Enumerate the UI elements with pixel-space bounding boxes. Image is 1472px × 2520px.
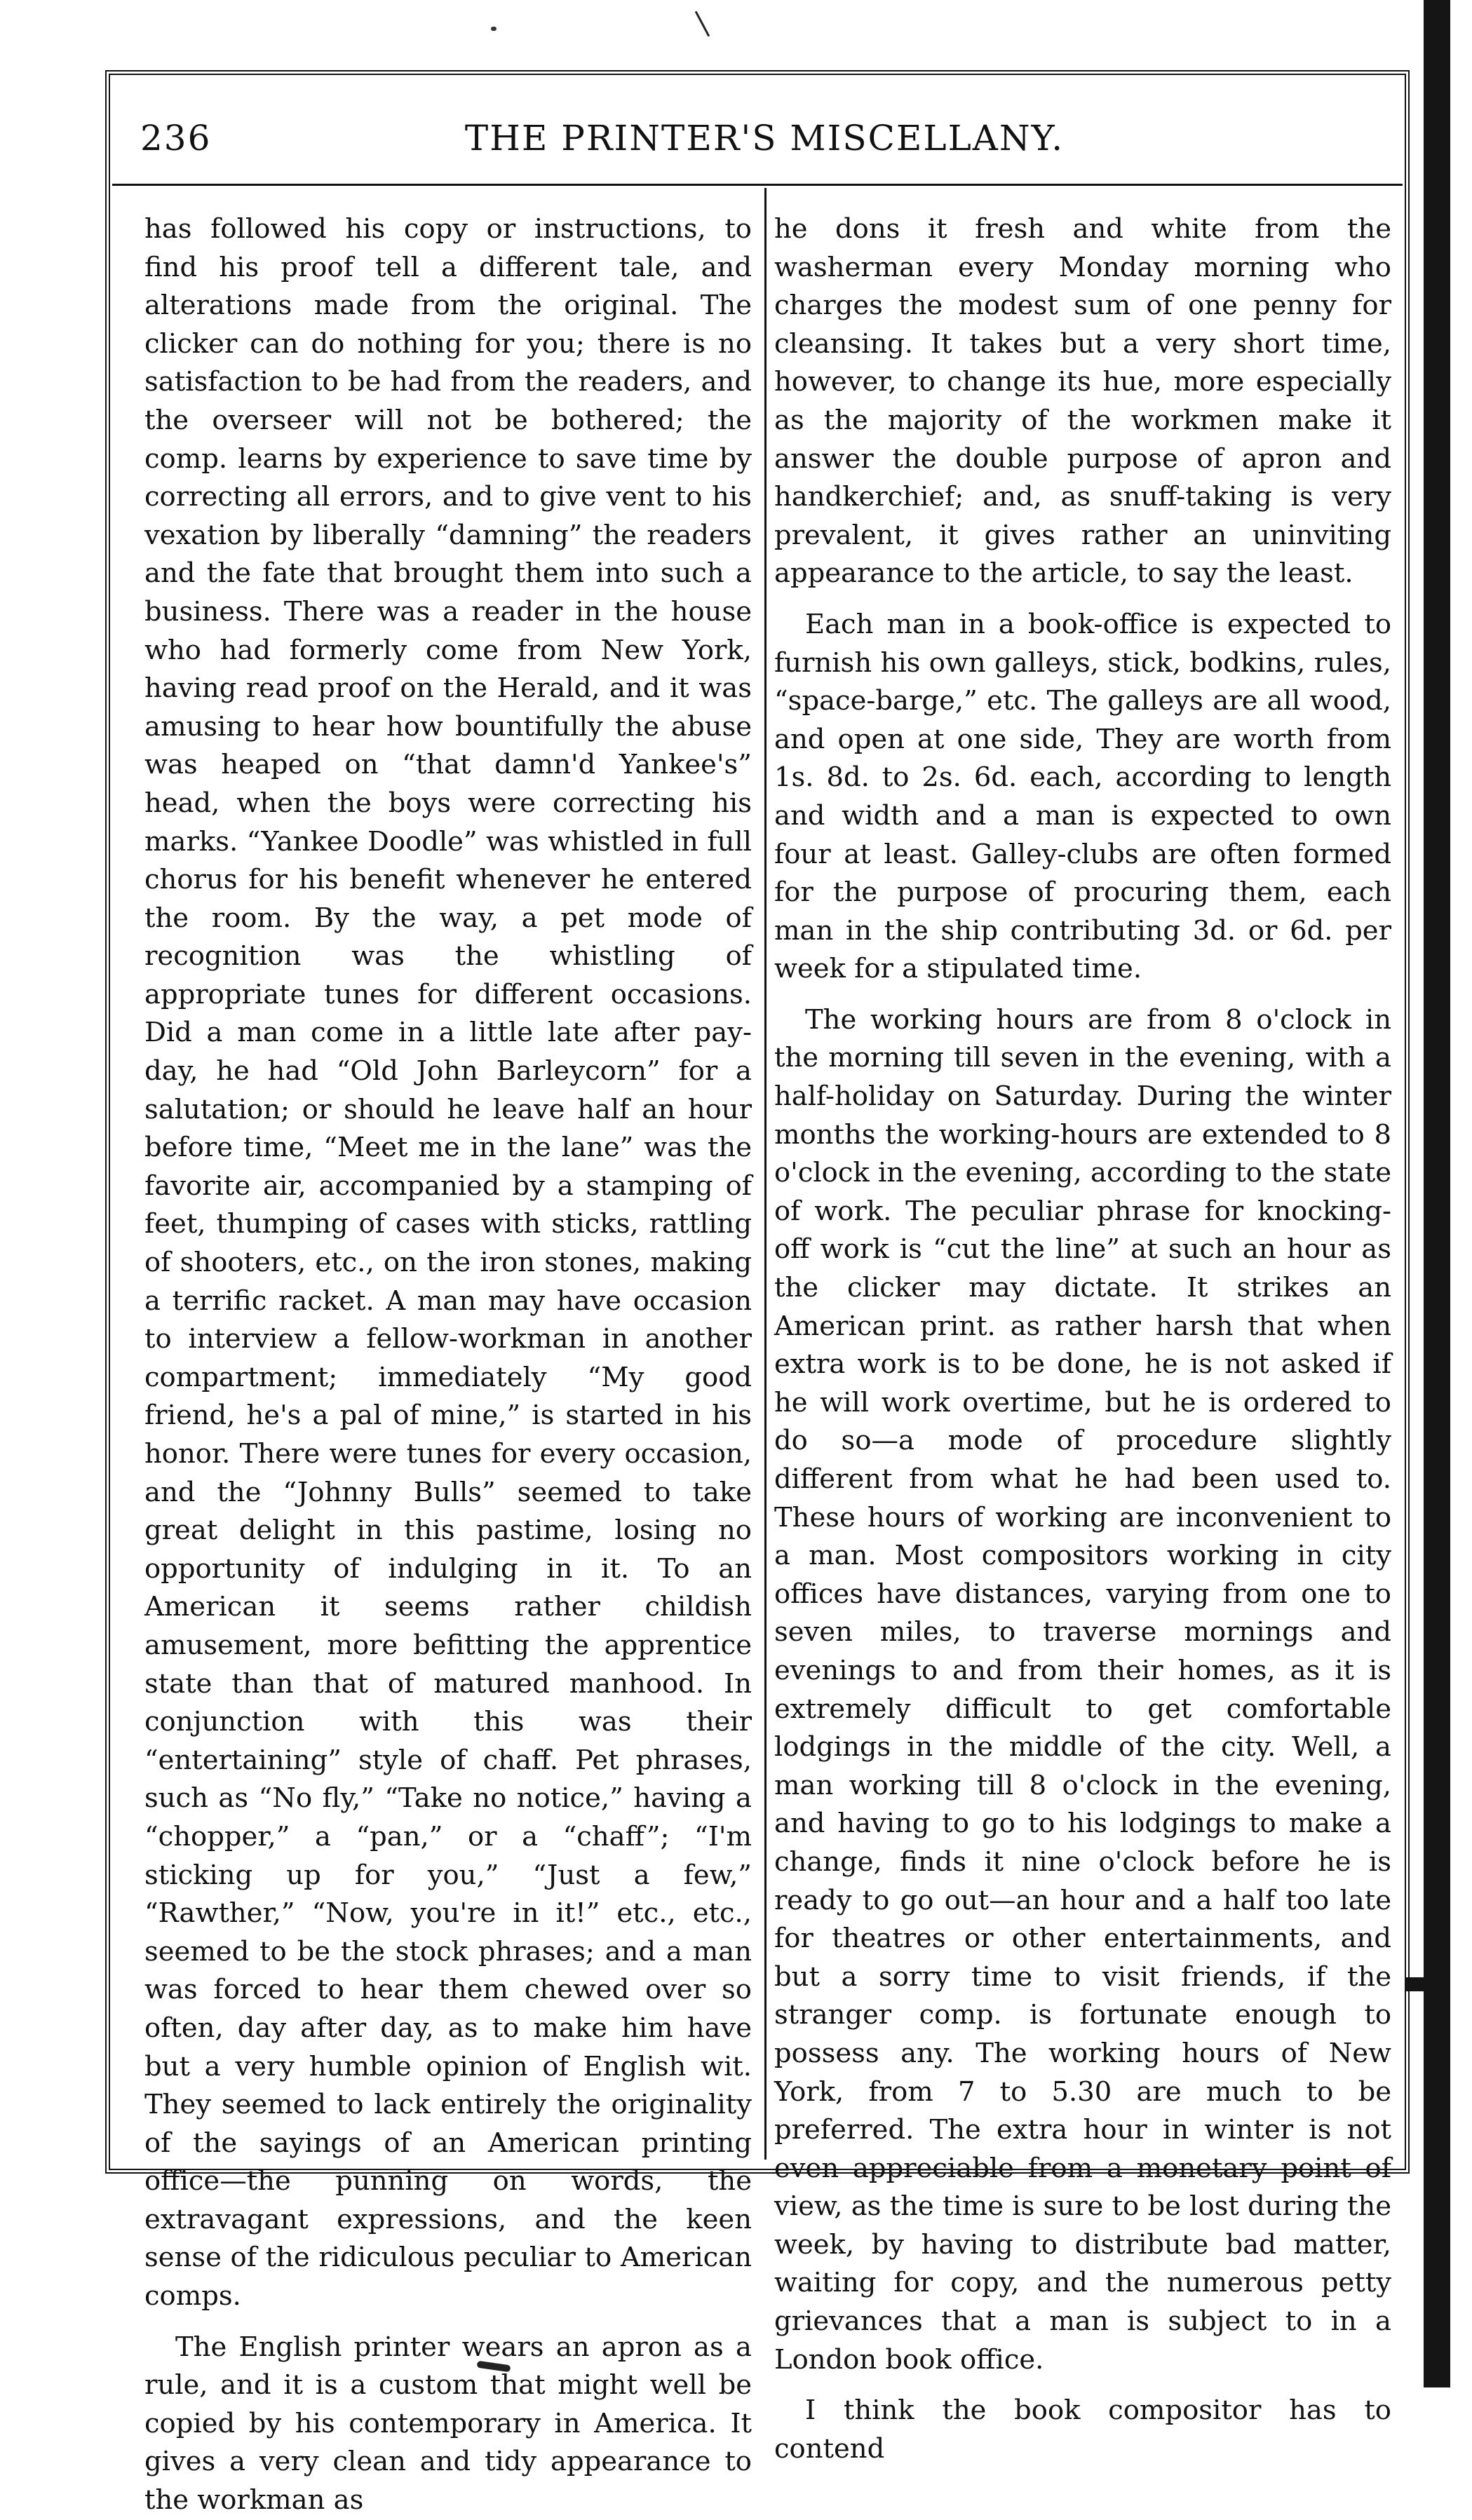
running-head: THE PRINTER'S MISCELLANY.	[464, 118, 1065, 158]
column-divider	[764, 188, 767, 2160]
left-column	[144, 210, 752, 2516]
page-number: 236	[140, 118, 212, 158]
paragraph: The working hours are from 8 o'clock in the morning till seven in the evening, with a half-holiday on Saturday. During the winter months the working-hours are extended to 8 o'clock in the evening, according to the state of work. The peculiar phrase for knocking-off work is “cut the line” at such an hour as the clicker may dictate. It strikes an American print. as rather harsh that when extra work is to be done, he is not asked if he will work overtime, but he is ordered to do so—a mode of procedure slightly different from what he had been used to. These hours of working are inconvenient to a man. Most compositors working in city offices have distances, varying from one to seven miles, to traverse mornings and evenings to and from their homes, as it is extremely difficult to get comfortable lodgings in the middle of the city. Well, a man working till 8 o'clock in the evening, and having to go to his lodgings to make a change, finds it nine o'clock before he is ready to go out—an hour and a half too late for theatres or other entertainments, and but a sorry time to visit friends, if the stranger comp. is fortunate enough to possess any. The working hours of New York, from 7 to 5.30 are much to be preferred. The extra hour in winter is not even appreciable from a monetary point of view, as the time is sure to be lost during the week, by having to distribute bad matter, waiting for copy, and the numerous petty grievances that a man is subject to in a London book office.	[774, 1003, 1391, 2376]
scan-mark	[695, 11, 710, 37]
paragraph: Each man in a book-office is expected to furnish his own galleys, stick, bodkins, rules, “space-barge,” etc. The galleys are all wood, and open at one side, They are worth from 1s. 8d. to 2s. 6d. each, according to length and width and a man is expected to own four at least. Galley-clubs are often formed for the purpose of procuring them, each man in the ship contributing 3d. or 6d. per week for a stipulated time.	[774, 608, 1391, 985]
paragraph: has followed his copy or instructions, to find his proof tell a different tale, and alterations made from the original. The clicker can do nothing for you; there is no satisfaction to be had from the readers, and the overseer will not be bothered; the comp. learns by experience to save time by correcting all errors, and to give vent to his vexation by liberally “damning” the readers and the fate that brought them into such a business. There was a reader in the house who had formerly come from New York, having read proof on the Herald, and it was amusing to hear how bountifully the abuse was heaped on “that damn'd Yankee's” head, when the boys were correcting his marks. “Yankee Doodle” was whistled in full chorus for his benefit whenever he entered the room. By the way, a pet mode of recognition was the whistling of appropriate tunes for different occasions. Did a man come in a little late after pay-day, he had “Old John Barleycorn” for a salutation; or should he leave half an hour before time, “Meet me in the lane” was the favorite air, accompanied by a stamping of feet, thumping of cases with sticks, rattling of shooters, etc., on the iron stones, making a terrific racket. A man may have occasion to interview a fellow-workman in another compartment; immediately “My good friend, he's a pal of mine,” is started in his honor. There were tunes for every occasion, and the “Johnny Bulls” seemed to take great delight in this pastime, losing no opportunity of indulging in it. To an American it seems rather childish amusement, more befitting the apprentice state than that of matured manhood. In conjunction with this was their “entertaining” style of chaff. Pet phrases, such as “No fly,” “Take no notice,” having a “chopper,” a “pan,” or a “chaff”; “I'm sticking up for you,” “Just a few,” “Rawther,” “Now, you're in it!” etc., etc., seemed to be the stock phrases; and a man was forced to hear them chewed over so often, day after day, as to make him have but a very humble opinion of English wit. They seemed to lack entirely the originality of the sayings of an American printing office—the punning on words, the extravagant expressions, and the keen sense of the ridiculous peculiar to American comps.	[144, 213, 752, 2312]
paragraph: he dons it fresh and white from the washerman every Monday morning who charges the modest sum of one penny for cleansing. It takes but a very short time, however, to change its hue, more especially as the majority of the workmen make it answer the double purpose of apron and handkerchief; and, as snuff-taking is very prevalent, it gives rather an uninviting appearance to the article, to say the least.	[774, 213, 1391, 590]
scan-edge-bar	[1424, 0, 1450, 2387]
page-header	[140, 118, 1389, 181]
paragraph: I think the book compositor has to contend	[774, 2394, 1391, 2465]
paragraph: The English printer wears an apron as a rule, and it is a custom that might well be copied by his contemporary in America. It gives a very clean and tidy appearance to the workman as	[144, 2331, 752, 2516]
header-rule	[112, 184, 1403, 186]
scan-speck	[491, 27, 497, 31]
right-column	[774, 210, 1391, 2465]
